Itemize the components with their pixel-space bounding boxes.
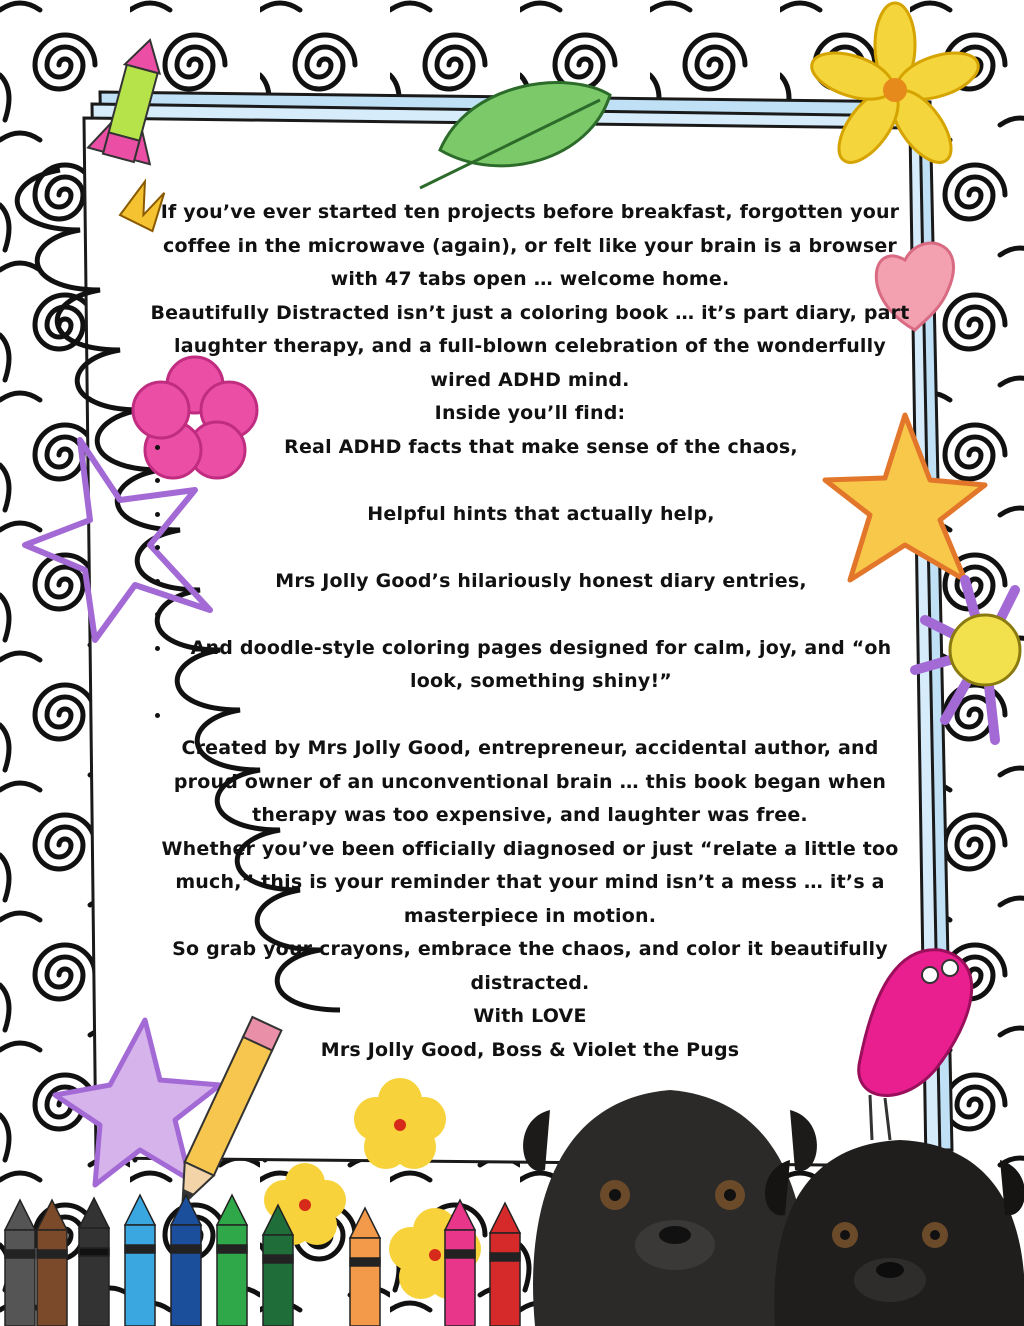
features-list — [150, 431, 910, 733]
feature-item-hints: • Helpful hints that actually help, — [172, 498, 910, 532]
list-item-empty — [172, 464, 910, 498]
inside-heading: Inside you’ll find: — [434, 402, 626, 424]
intro-paragraph-1: If you’ve ever started ten projects before breakfast, forgotten your coffee in the microwave (again), or felt like your brain is a browser with 47 tabs open … welcome home. — [160, 201, 900, 290]
signature: Mrs Jolly Good, Boss & Violet the Pugs — [320, 1038, 740, 1061]
list-item-empty — [172, 531, 910, 565]
feature-item-coloring: • And doodle-style coloring pages designed for calm, joy, and “oh look, something shiny!” — [172, 632, 910, 699]
intro-paragraph-2: Beautifully Distracted isn’t just a coloring book … it’s part diary, part laughter therapy, and a full-blown celebration of the wonderfully wired ADHD mind. — [150, 301, 910, 391]
signoff: With LOVE — [473, 1005, 587, 1027]
feature-item-diary: • Mrs Jolly Good’s hilariously honest diary entries, — [172, 565, 910, 599]
outro-paragraph-3: So grab your crayons, embrace the chaos, and color it beautifully distracted. — [172, 938, 888, 994]
list-item-empty — [172, 699, 910, 733]
feature-item-facts: • Real ADHD facts that make sense of the chaos, — [172, 431, 910, 465]
list-item-empty — [172, 598, 910, 632]
description-text — [150, 196, 910, 1067]
outro-paragraph-1: Created by Mrs Jolly Good, entrepreneur, accidental author, and proud owner of an unconventional brain … this book began when therapy was too expensive, and laughter was free. — [173, 737, 887, 826]
outro-paragraph-2: Whether you’ve been officially diagnosed or just “relate a little too much,” this is your reminder that your mind isn’t a mess … it’s a masterpiece in motion. — [161, 837, 899, 927]
